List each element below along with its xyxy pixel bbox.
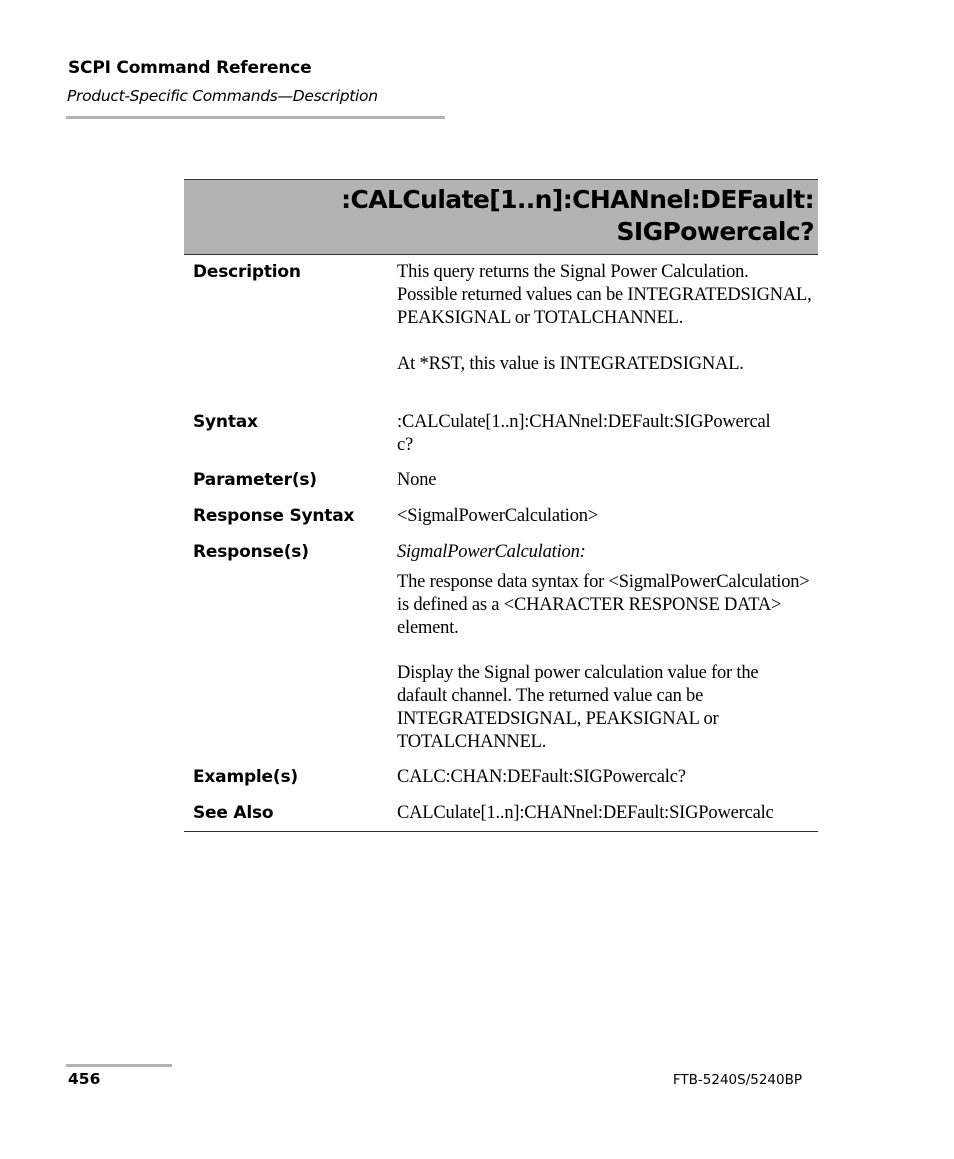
footer-divider	[66, 1064, 172, 1067]
responses-value	[397, 541, 812, 754]
responses-label: Response(s)	[193, 542, 309, 562]
response-syntax-value: <SigmalPowerCalculation>	[397, 506, 599, 526]
syntax-value	[397, 411, 812, 457]
section-subtitle: Product-Specific Commands—Description	[67, 87, 378, 105]
response-syntax-label: Response Syntax	[193, 506, 355, 526]
examples-label: Example(s)	[193, 767, 298, 787]
syntax-line-2: c?	[397, 435, 414, 455]
examples-value: CALC:CHAN:DEFault:SIGPowercalc?	[397, 767, 686, 787]
header-divider	[66, 116, 445, 119]
section-title: SCPI Command Reference	[68, 58, 312, 78]
syntax-label: Syntax	[193, 412, 258, 432]
response-name: SigmalPowerCalculation:	[397, 542, 586, 562]
description-text: This query returns the Signal Power Calculation. Possible returned values can be INTEGRATEDSIGNAL, PEAKSIGNAL or TOTALCHANNEL.	[397, 262, 812, 328]
page-number: 456	[68, 1070, 101, 1088]
command-heading-line-1: :CALCulate[1..n]:CHANnel:DEFault:	[341, 185, 814, 214]
parameters-label: Parameter(s)	[193, 470, 317, 490]
description-value	[397, 261, 812, 376]
response-definition-text: The response data syntax for <SigmalPowerCalculation> is defined as a <CHARACTER RESPONSE DATA> element.	[397, 572, 810, 638]
response-display-text: Display the Signal power calculation value for the dafault channel. The returned value can be INTEGRATEDSIGNAL, PEAKSIGNAL or TOTALCHANNEL.	[397, 663, 759, 752]
see-also-label: See Also	[193, 803, 274, 823]
see-also-value: CALCulate[1..n]:CHANnel:DEFault:SIGPowercalc	[397, 803, 774, 823]
product-name: FTB-5240S/5240BP	[672, 1072, 802, 1088]
command-details-table	[184, 256, 818, 832]
command-heading-box	[184, 179, 818, 255]
description-label: Description	[193, 262, 301, 282]
description-reset-text: At *RST, this value is INTEGRATEDSIGNAL.	[397, 354, 744, 374]
parameters-value: None	[397, 470, 437, 490]
command-heading-line-2: SIGPowercalc?	[616, 217, 814, 246]
syntax-line-1: :CALCulate[1..n]:CHANnel:DEFault:SIGPowercal	[397, 412, 771, 432]
